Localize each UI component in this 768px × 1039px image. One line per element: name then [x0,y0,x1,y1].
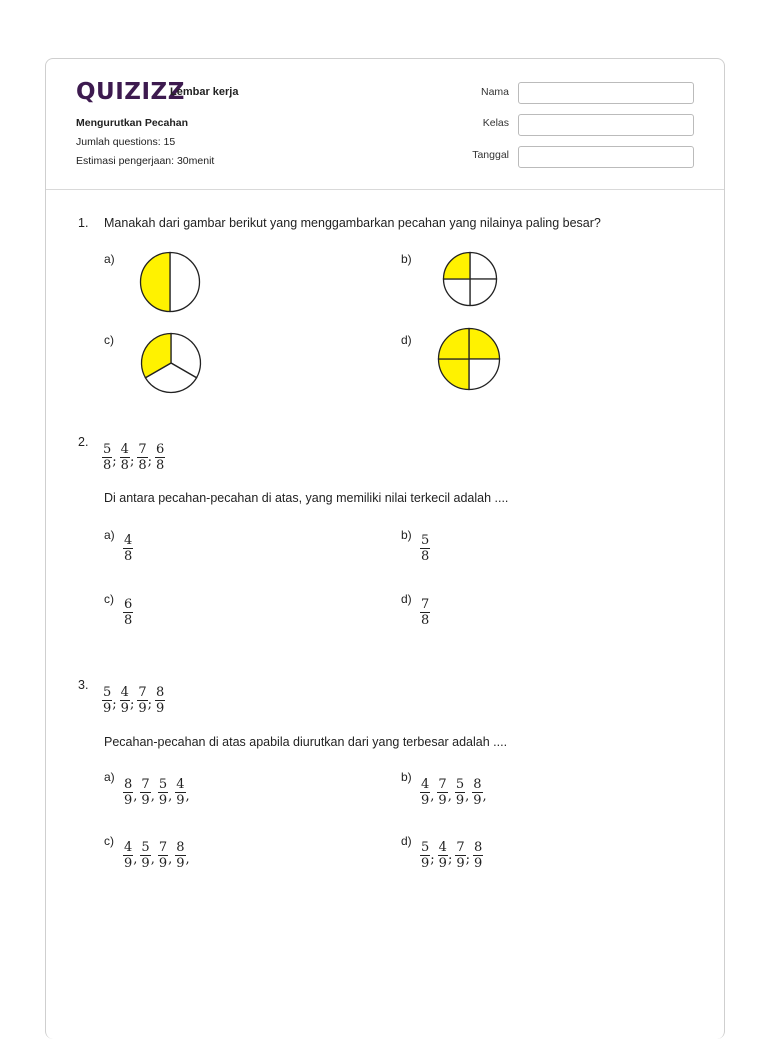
fraction-separator: , [447,789,452,804]
pie-slice-empty [469,359,500,390]
numerator: 5 [455,777,465,792]
worksheet [45,58,725,1039]
fraction-separator: ; [147,454,153,469]
denominator: 8 [124,613,133,628]
question-3-text: Pecahan-pecahan di atas apabila diurutkan dari yang terbesar adalah .... [104,735,508,749]
q1-option-a-pie[interactable] [139,251,201,313]
question-2-fractions [102,442,165,473]
denominator: 9 [456,856,465,871]
denominator: 8 [421,613,430,628]
fraction-separator: , [185,789,190,804]
numerator: 7 [141,777,150,792]
fraction-separator: , [168,852,173,867]
pie-slice-empty [444,279,471,306]
class-label: Kelas [482,117,509,129]
fraction [123,777,133,808]
fraction [420,533,430,564]
denominator: 9 [438,856,447,871]
numerator: 4 [124,533,133,548]
date-field[interactable] [518,146,694,168]
denominator: 8 [124,549,133,564]
denominator: 9 [124,793,133,808]
fraction [175,840,185,871]
q2-option-b-value[interactable] [420,533,430,564]
name-field[interactable] [518,82,694,104]
numerator: 8 [176,840,185,855]
denominator: 9 [473,793,482,808]
fraction-separator: , [185,852,190,867]
q1-option-d-label: d) [401,333,412,347]
date-label: Tanggal [472,149,509,161]
pie-slice-filled [469,329,500,360]
q2-option-a-value[interactable] [123,533,133,564]
fraction [123,597,133,628]
fraction [120,442,130,473]
fraction-separator: , [150,852,155,867]
pie-slice-empty [170,253,200,312]
fraction-separator: , [465,789,470,804]
pie-slice-empty [470,279,497,306]
time-estimate: Estimasi pengerjaan: 30menit [76,155,215,167]
question-3-number: 3. [78,678,89,692]
denominator: 8 [103,458,112,473]
fraction-separator: ; [112,697,117,712]
fraction [158,840,168,871]
denominator: 9 [120,701,129,716]
q3-option-b-label: b) [401,770,412,784]
q3-option-b-value[interactable] [420,777,490,808]
fraction-separator: , [133,789,138,804]
numerator: 5 [158,777,168,792]
denominator: 8 [120,458,129,473]
pie-slice-filled [444,253,471,280]
q3-option-a-value[interactable] [123,777,193,808]
fraction [455,777,465,808]
denominator: 9 [421,793,430,808]
fraction-separator: ; [112,454,117,469]
question-count: Jumlah questions: 15 [76,136,176,148]
question-2-number: 2. [78,435,89,449]
question-1-number: 1. [78,216,89,230]
fraction [437,777,447,808]
name-label: Nama [480,86,509,98]
q2-option-d-value[interactable] [420,597,430,628]
fraction [140,840,150,871]
fraction [420,777,430,808]
denominator: 8 [138,458,147,473]
q3-option-c-label: c) [104,834,114,848]
fraction-separator: ; [147,697,153,712]
denominator: 9 [124,856,133,871]
q2-option-c-label: c) [104,592,114,606]
q1-option-c-label: c) [104,333,114,347]
q1-option-b-pie[interactable] [442,251,498,307]
numerator: 8 [124,777,133,792]
fraction [158,777,168,808]
numerator: 7 [456,840,465,855]
fraction [438,840,448,871]
fraction-separator: , [430,789,435,804]
fraction [472,777,482,808]
q3-option-a-label: a) [104,770,115,784]
numerator: 4 [438,840,447,855]
worksheet-title: Mengurutkan Pecahan [76,117,189,129]
pie-slice-filled [439,329,470,360]
denominator: 9 [138,701,147,716]
fraction [102,685,112,716]
numerator: 5 [141,840,150,855]
fraction-separator: , [133,852,138,867]
numerator: 7 [138,685,147,700]
denominator: 9 [176,856,185,871]
q1-option-b-label: b) [401,252,412,266]
fraction [137,685,147,716]
fraction-separator: , [168,789,173,804]
question-1-text: Manakah dari gambar berikut yang menggambarkan pecahan yang nilainya paling besar? [104,216,601,230]
class-field[interactable] [518,114,694,136]
fraction-separator: , [150,789,155,804]
pie-slice-filled [439,359,470,390]
fraction [175,777,185,808]
denominator: 9 [141,856,150,871]
fraction [120,685,130,716]
fraction [155,442,165,473]
numerator: 4 [421,777,430,792]
fraction [155,685,165,716]
denominator: 9 [103,701,112,716]
worksheet-header [46,59,724,190]
numerator: 8 [156,685,165,700]
fraction [123,533,133,564]
denominator: 9 [474,856,483,871]
denominator: 9 [158,856,168,871]
fraction-separator: , [482,789,487,804]
fraction [102,442,112,473]
numerator: 7 [438,777,447,792]
numerator: 4 [176,777,185,792]
fraction-separator: ; [430,852,435,867]
denominator: 9 [455,793,465,808]
numerator: 8 [473,777,482,792]
fraction [137,442,147,473]
denominator: 9 [141,793,150,808]
question-3-fractions [102,685,165,716]
q3-option-c-value[interactable] [123,840,193,871]
numerator: 7 [421,597,430,612]
numerator: 5 [103,442,112,457]
q2-option-c-value[interactable] [123,597,133,628]
q2-option-b-label: b) [401,528,412,542]
q2-option-d-label: d) [401,592,412,606]
denominator: 9 [421,856,430,871]
numerator: 4 [120,685,129,700]
numerator: 5 [421,533,430,548]
q3-option-d-value[interactable] [420,840,483,871]
denominator: 9 [176,793,185,808]
numerator: 6 [124,597,133,612]
numerator: 4 [124,840,133,855]
pie-slice-empty [470,253,497,280]
worksheet-label: Lembar kerja [170,86,239,98]
fraction [473,840,483,871]
numerator: 5 [103,685,112,700]
q2-option-a-label: a) [104,528,115,542]
fraction-separator: ; [465,852,471,867]
pie-slice-filled [141,253,171,312]
quizizz-logo: QUIZIZZ [76,79,185,105]
fraction [420,840,430,871]
fraction-separator: ; [129,697,135,712]
numerator: 8 [474,840,483,855]
q1-option-d-pie[interactable] [437,327,501,391]
q3-option-d-label: d) [401,834,412,848]
numerator: 7 [138,442,147,457]
numerator: 7 [158,840,168,855]
q1-option-a-label: a) [104,252,115,266]
question-2-text: Di antara pecahan-pecahan di atas, yang memiliki nilai terkecil adalah .... [104,491,509,505]
denominator: 8 [156,458,165,473]
denominator: 8 [421,549,430,564]
numerator: 5 [421,840,430,855]
numerator: 6 [156,442,165,457]
fraction-separator: ; [129,454,135,469]
fraction [140,777,150,808]
denominator: 9 [158,793,168,808]
fraction-separator: ; [447,852,453,867]
denominator: 9 [438,793,447,808]
fraction [420,597,430,628]
fraction [123,840,133,871]
numerator: 4 [120,442,129,457]
denominator: 9 [156,701,165,716]
q1-option-c-pie[interactable] [140,332,202,394]
fraction [455,840,465,871]
